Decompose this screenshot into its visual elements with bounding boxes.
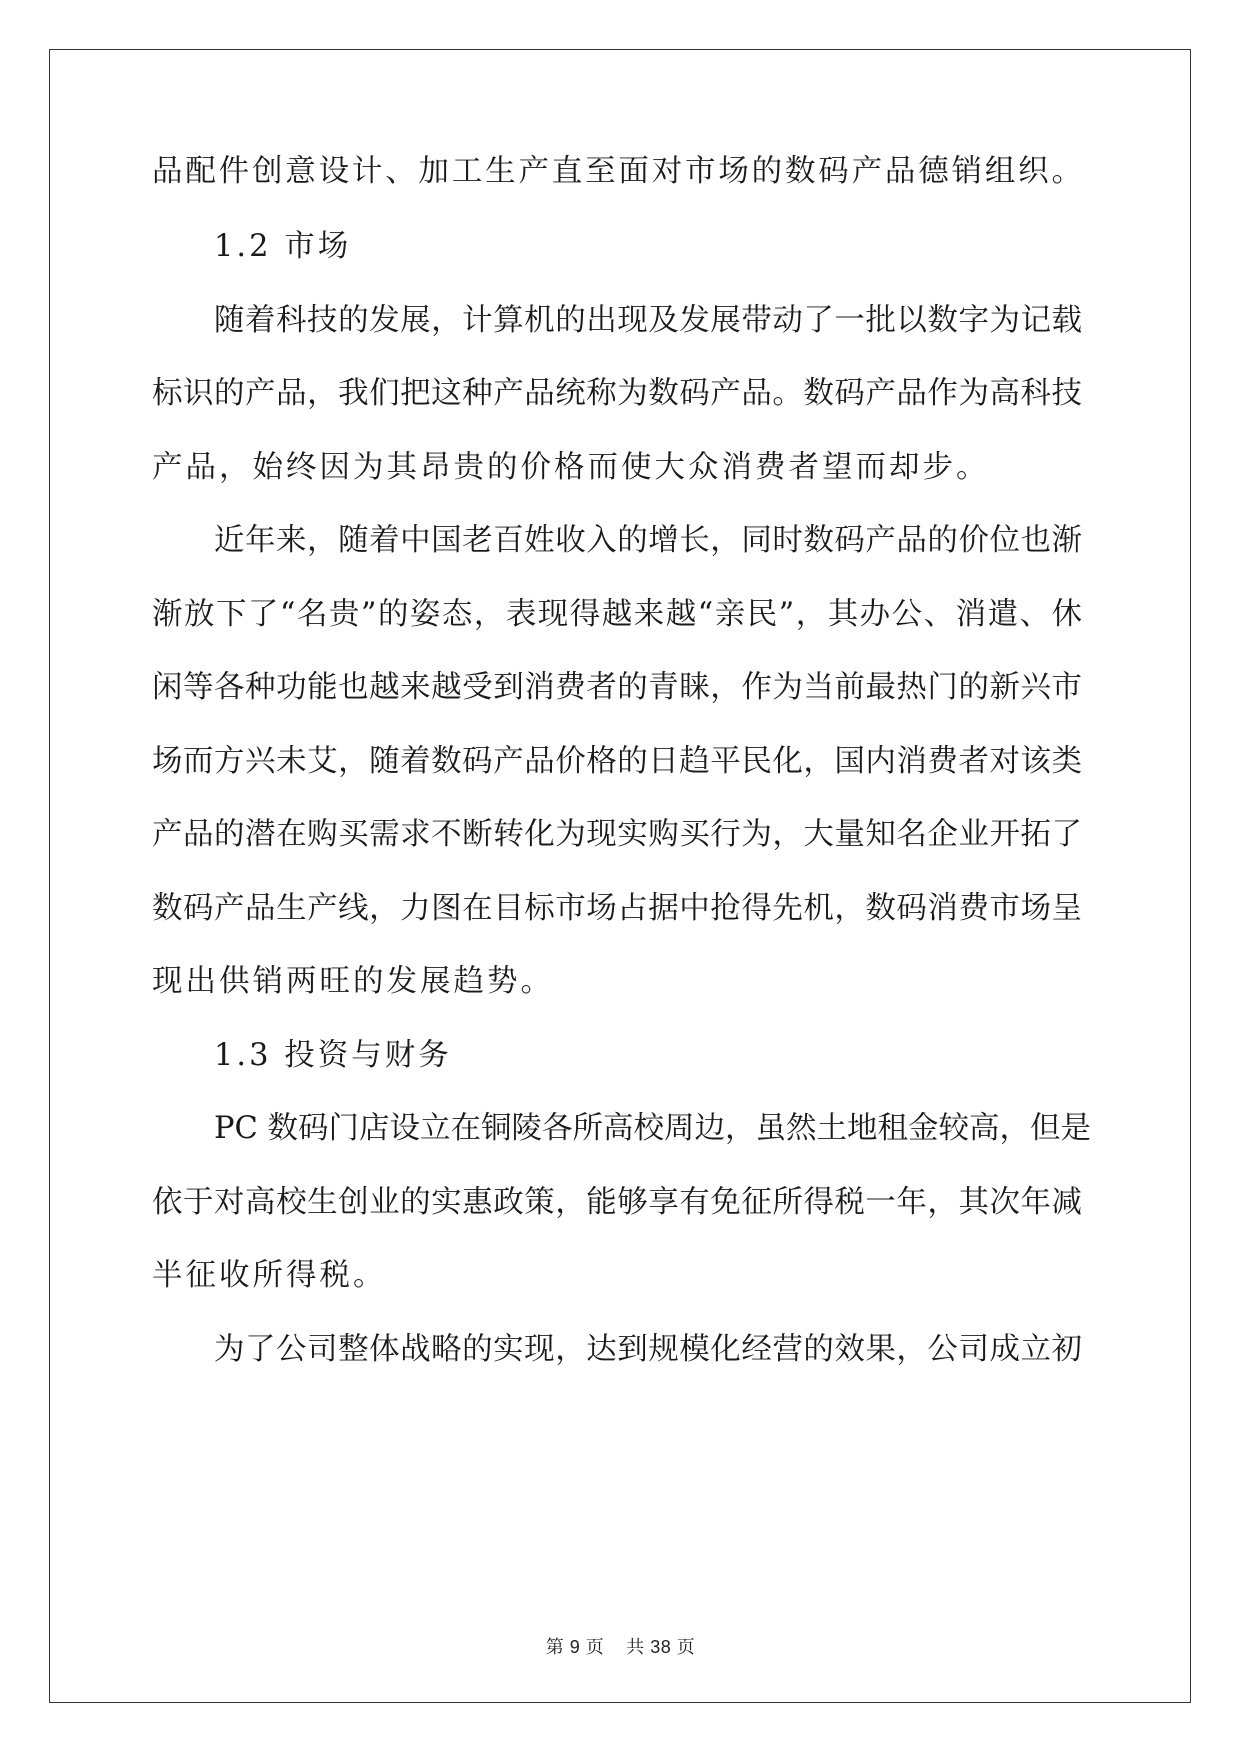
paragraph-line: 产品的潜在购买需求不断转化为现实购买行为，大量知名企业开拓了 xyxy=(152,817,1082,852)
section-heading-1-2: 1.2 市场 xyxy=(214,229,352,264)
paragraph-line: 近年来，随着中国老百姓收入的增长，同时数码产品的价位也渐 xyxy=(214,523,1082,558)
paragraph-line: 半征收所得税。 xyxy=(152,1258,387,1293)
section-heading-1-3: 1.3 投资与财务 xyxy=(214,1038,452,1073)
paragraph-line: 数码产品生产线，力图在目标市场占据中抢得先机，数码消费市场呈 xyxy=(152,891,1082,926)
paragraph-line: 随着科技的发展，计算机的出现及发展带动了一批以数字为记载 xyxy=(214,303,1082,338)
paragraph-line: 场而方兴未艾，随着数码产品价格的日趋平民化，国内消费者对该类 xyxy=(152,744,1082,779)
page-footer xyxy=(0,1633,1241,1659)
paragraph-line: 品配件创意设计、加工生产直至面对市场的数码产品德销组织。 xyxy=(152,154,1082,189)
paragraph-line: 现出供销两旺的发展趋势。 xyxy=(152,964,554,999)
paragraph-line: 为了公司整体战略的实现，达到规模化经营的效果，公司成立初 xyxy=(214,1332,1082,1367)
page-border xyxy=(49,49,1191,1703)
paragraph-line: 渐放下了“名贵”的姿态，表现得越来越“亲民”，其办公、消遣、休 xyxy=(152,597,1082,632)
paragraph-line: 标识的产品，我们把这种产品统称为数码产品。数码产品作为高科技 xyxy=(152,376,1082,411)
paragraph-line: PC 数码门店设立在铜陵各所高校周边，虽然土地租金较高，但是 xyxy=(214,1111,1092,1146)
paragraph-line: 依于对高校生创业的实惠政策，能够享有免征所得税一年，其次年减 xyxy=(152,1185,1082,1220)
paragraph-line: 闲等各种功能也越来越受到消费者的青睐，作为当前最热门的新兴市 xyxy=(152,670,1082,705)
paragraph-line: 产品，始终因为其昂贵的价格而使大众消费者望而却步。 xyxy=(152,450,990,485)
page-number: 第 9 页 共 38 页 xyxy=(545,1637,696,1657)
